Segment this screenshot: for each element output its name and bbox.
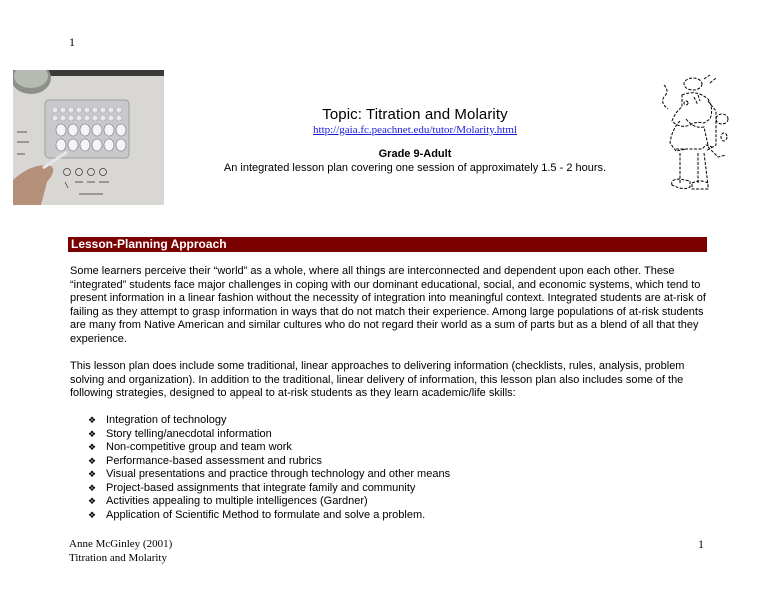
footer-doc-title: Titration and Molarity: [69, 552, 167, 564]
cartoon-scientist-icon: [660, 73, 730, 198]
well-plate-image-icon: [13, 70, 164, 205]
list-item: [88, 509, 450, 523]
page-title: Topic: Titration and Molarity: [322, 106, 508, 123]
diamond-bullet-icon: ❖: [88, 442, 97, 452]
top-page-number: 1: [69, 35, 75, 49]
strategy-text: Project-based assignments that integrate family and community: [106, 481, 416, 494]
footer-author: Anne McGinley (2001): [69, 538, 173, 550]
strategy-text: Story telling/anecdotal information: [106, 427, 272, 440]
diamond-bullet-icon: ❖: [88, 455, 97, 466]
list-item: [88, 482, 450, 496]
strategy-text: Application of Scientific Method to formulate and solve a problem.: [106, 508, 426, 521]
footer-page-number: 1: [698, 537, 704, 551]
approach-paragraph-2: This lesson plan does include some traditional, linear approaches to delivering information (checklists, rules, analysis, problem solving and organization). In addition to the traditional, linear delivery of information, this lesson plan also includes some of the following strategies, designed to appeal to at-risk students as they learn academic/life skills:: [70, 360, 685, 399]
strategy-text: Performance-based assessment and rubrics: [106, 454, 322, 467]
strategy-list: [88, 414, 450, 522]
strategy-text: Integration of technology: [106, 414, 227, 426]
strategy-text: Activities appealing to multiple intelligences (Gardner): [106, 495, 368, 507]
list-item: [88, 414, 450, 428]
lesson-summary: An integrated lesson plan covering one session of approximately 1.5 - 2 hours.: [223, 162, 607, 174]
strategy-text: Visual presentations and practice through technology and other means: [106, 468, 451, 480]
strategy-text: Non-competitive group and team work: [106, 441, 292, 453]
section-heading-bar: Lesson-Planning Approach: [68, 237, 707, 252]
grade-label: Grade 9-Adult: [378, 148, 452, 160]
footer: [69, 537, 172, 565]
list-item: [88, 428, 450, 442]
list-item: [88, 495, 450, 509]
molarity-link[interactable]: http://gaia.fc.peachnet.edu/tutor/Molarity.html: [313, 124, 517, 136]
diamond-bullet-icon: ❖: [88, 509, 97, 520]
diamond-bullet-icon: ❖: [88, 482, 97, 493]
diamond-bullet-icon: ❖: [88, 469, 97, 479]
list-item: [88, 441, 450, 455]
header-title-block: [170, 106, 660, 175]
approach-paragraph-1: Some learners perceive their “world” as a whole, where all things are interconnected and dependent upon each other. These “integrated” students face major challenges in coping with our dominant educational, social, and economic systems, which tend to present information in a linear fashion without the necessity of integration into meaningful context. Integrated students are at-risk of failing as they attempt to grasp information in ways that do not match their experience. Among large populations of at-risk students are many from Native American and similar cultures who do not regard their world as a sum of parts but as a blend of all that they experience.: [70, 265, 706, 345]
diamond-bullet-icon: ❖: [88, 428, 97, 439]
scientist-mascot: [660, 73, 730, 198]
titration-photo: [13, 70, 164, 205]
list-item: [88, 468, 450, 482]
list-item: [88, 455, 450, 469]
diamond-bullet-icon: ❖: [88, 496, 97, 506]
diamond-bullet-icon: ❖: [88, 415, 97, 425]
